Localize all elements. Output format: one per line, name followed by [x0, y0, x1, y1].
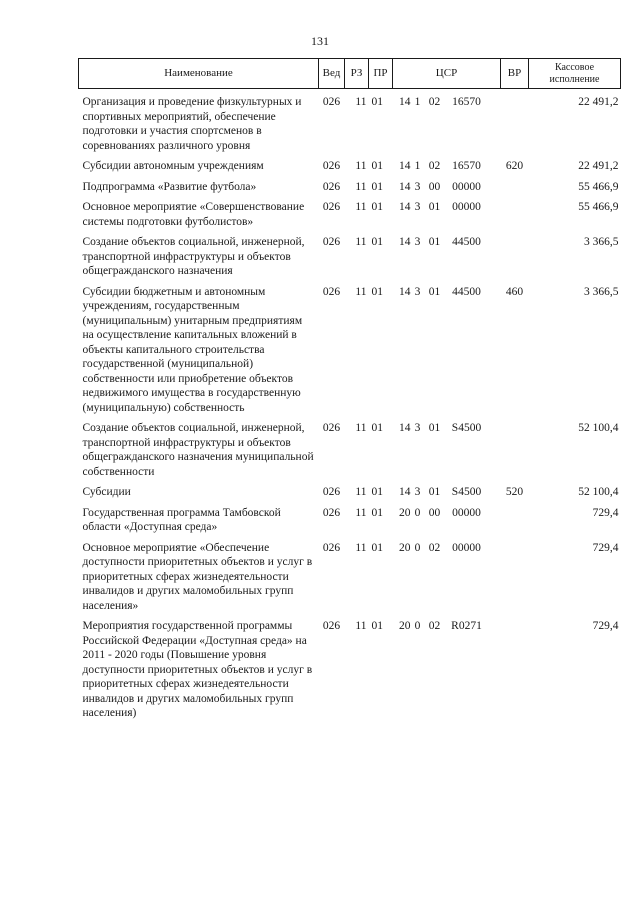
row-csr-direction: 44500	[452, 285, 481, 298]
row-ved: 026	[322, 541, 341, 554]
row-rz: 11	[355, 422, 367, 434]
row-csr-direction: 00000	[452, 506, 481, 519]
row-csr-subprogram: 3	[414, 180, 421, 193]
row-csr-direction: 00000	[452, 541, 481, 554]
row-pr: 01	[371, 160, 383, 172]
row-csr-direction: S4500	[451, 422, 482, 434]
header-ved: Вед	[319, 59, 345, 89]
row-csr-program: 14	[399, 236, 411, 248]
row-csr-program: 14	[399, 422, 411, 434]
row-rz: 11	[355, 236, 367, 248]
row-csr-program: 14	[399, 96, 411, 108]
header-exec: Кассовое исполнение	[529, 59, 621, 89]
row-pr: 01	[371, 201, 383, 213]
table-header-row	[79, 59, 621, 89]
table-row	[79, 500, 621, 535]
table-row	[79, 535, 621, 614]
row-amount: 3 366,5	[584, 285, 619, 298]
row-ved: 026	[322, 201, 341, 213]
budget-table	[78, 58, 621, 721]
row-pr: 01	[371, 620, 383, 632]
row-csr-subprogram: 0	[414, 620, 421, 632]
row-amount: 729,4	[592, 620, 619, 632]
row-rz: 11	[355, 160, 367, 172]
row-rz: 11	[355, 486, 367, 498]
row-csr-direction: S4500	[451, 486, 482, 498]
row-ved: 026	[322, 422, 341, 434]
row-rz-pr	[345, 194, 393, 229]
header-name: Наименование	[79, 59, 319, 89]
row-csr-subprogram: 3	[414, 422, 421, 434]
row-csr-program: 14	[399, 160, 411, 172]
row-csr-direction: 16570	[452, 96, 481, 108]
row-csr-subprogram: 3	[414, 236, 421, 248]
row-ved: 026	[322, 285, 341, 298]
row-vr	[501, 415, 529, 479]
row-csr-event: 01	[428, 201, 441, 213]
row-rz: 11	[355, 620, 367, 632]
row-vr: 620	[505, 160, 524, 172]
row-csr	[393, 153, 501, 174]
row-pr: 01	[371, 180, 383, 193]
row-csr-direction: 44500	[452, 236, 481, 248]
table-row	[79, 279, 621, 416]
row-csr-subprogram: 3	[414, 285, 421, 298]
row-rz-pr	[345, 89, 393, 154]
row-rz: 11	[355, 180, 367, 193]
row-csr-subprogram: 3	[414, 486, 421, 498]
row-csr-program: 14	[399, 285, 411, 298]
row-name: Государственная программа Тамбовской области «Доступная среда»	[82, 506, 281, 533]
row-csr-program: 14	[399, 180, 411, 193]
row-ved: 026	[322, 620, 341, 632]
header-rz: РЗ	[345, 59, 369, 89]
row-csr-program: 14	[399, 486, 411, 498]
row-name: Создание объектов социальной, инженерной, транспортной инфраструктуры и объектов общегражданского назначения	[82, 236, 305, 277]
row-pr: 01	[371, 96, 383, 108]
row-rz: 11	[355, 541, 367, 554]
row-csr-direction: R0271	[451, 620, 482, 632]
row-amount: 52 100,4	[578, 422, 619, 434]
row-rz-pr	[345, 535, 393, 614]
row-csr-program: 14	[399, 201, 411, 213]
row-amount: 3 366,5	[584, 236, 619, 248]
row-csr-subprogram: 3	[414, 201, 421, 213]
table-row	[79, 479, 621, 500]
row-rz-pr	[345, 479, 393, 500]
row-csr	[393, 613, 501, 721]
row-rz-pr	[345, 279, 393, 416]
row-name: Организация и проведение физкультурных и спортивных мероприятий, обеспечение подготовки и участия спортсменов в соревнованиях различного уровня	[82, 96, 302, 152]
row-csr-event: 02	[428, 620, 441, 632]
row-amount: 52 100,4	[578, 486, 619, 498]
row-csr	[393, 229, 501, 279]
row-amount: 55 466,9	[578, 180, 619, 193]
row-csr	[393, 479, 501, 500]
row-rz-pr	[345, 153, 393, 174]
row-amount: 22 491,2	[578, 160, 619, 172]
row-pr: 01	[371, 236, 383, 248]
row-amount: 729,4	[592, 541, 619, 554]
table-row	[79, 194, 621, 229]
page-number: 131	[311, 34, 329, 48]
row-csr-direction: 00000	[452, 201, 481, 213]
row-csr	[393, 500, 501, 535]
row-ved: 026	[322, 506, 341, 519]
row-csr-subprogram: 1	[414, 96, 421, 108]
header-vr: ВР	[501, 59, 529, 89]
row-csr-program: 20	[399, 506, 411, 519]
row-csr-event: 01	[428, 422, 441, 434]
row-csr	[393, 415, 501, 479]
row-csr-event: 00	[428, 506, 441, 519]
row-pr: 01	[371, 486, 383, 498]
row-vr	[501, 174, 529, 195]
row-name: Основное мероприятие «Обеспечение доступности приоритетных объектов и услуг в приоритетных сферах жизнедеятельности инвалидов и других маломобильных групп населения»	[82, 541, 313, 612]
row-rz: 11	[355, 285, 367, 298]
table-row	[79, 89, 621, 154]
row-csr-event: 02	[428, 541, 441, 554]
header-csr: ЦСР	[393, 59, 501, 89]
row-vr	[501, 535, 529, 614]
row-name: Подпрограмма «Развитие футбола»	[82, 180, 257, 193]
row-vr	[501, 613, 529, 721]
row-csr-event: 01	[428, 285, 441, 298]
budget-table-container	[78, 58, 620, 721]
row-csr-program: 20	[399, 541, 411, 554]
row-name: Субсидии автономным учреждениям	[82, 160, 264, 172]
row-pr: 01	[371, 422, 383, 434]
row-csr-event: 01	[428, 486, 441, 498]
row-csr-direction: 00000	[452, 180, 481, 193]
table-row	[79, 613, 621, 721]
row-pr: 01	[371, 541, 383, 554]
row-rz: 11	[355, 201, 367, 213]
row-ved: 026	[322, 96, 341, 108]
row-csr	[393, 279, 501, 416]
row-name: Субсидии бюджетным и автономным учреждениям, государственным (муниципальным) унитарным предприятиям на осуществление капитальных вложений в объекты капитального строительства государственной (муниципальной) собственности или приобретение объектов недвижимого имущества в государственную (муниципальную) собственность	[82, 285, 303, 414]
row-pr: 01	[371, 285, 383, 298]
row-rz: 11	[355, 96, 367, 108]
row-ved: 026	[322, 160, 341, 172]
row-csr-subprogram: 0	[414, 541, 421, 554]
row-rz-pr	[345, 500, 393, 535]
row-csr	[393, 89, 501, 154]
row-csr	[393, 194, 501, 229]
row-amount: 55 466,9	[578, 201, 619, 213]
row-rz-pr	[345, 415, 393, 479]
row-name: Основное мероприятие «Совершенствование системы подготовки футболистов»	[82, 201, 305, 228]
row-vr	[501, 194, 529, 229]
row-csr	[393, 174, 501, 195]
row-vr: 520	[505, 486, 524, 498]
row-ved: 026	[322, 236, 341, 248]
row-csr-program: 20	[399, 620, 411, 632]
row-csr-event: 02	[428, 160, 441, 172]
row-rz-pr	[345, 613, 393, 721]
row-csr-event: 00	[428, 180, 441, 193]
row-csr-subprogram: 0	[414, 506, 421, 519]
row-pr: 01	[371, 506, 383, 519]
row-vr	[501, 500, 529, 535]
row-vr	[501, 229, 529, 279]
row-csr-direction: 16570	[452, 160, 481, 172]
row-csr-event: 02	[428, 96, 441, 108]
table-row	[79, 415, 621, 479]
row-amount: 22 491,2	[578, 96, 619, 108]
row-rz-pr	[345, 174, 393, 195]
row-ved: 026	[322, 486, 341, 498]
row-name: Субсидии	[82, 486, 131, 498]
row-csr	[393, 535, 501, 614]
header-pr: ПР	[369, 59, 393, 89]
row-ved: 026	[322, 180, 341, 193]
table-row	[79, 153, 621, 174]
row-name: Создание объектов социальной, инженерной, транспортной инфраструктуры и объектов общегражданского назначения муниципальной собственности	[82, 422, 314, 478]
row-name: Мероприятия государственной программы Российской Федерации «Доступная среда» на 2011 - 2020 годы (Повышение уровня доступности приоритетных объектов и услуг в приоритетных сферах жизнедеятельности инвалидов и других маломобильных групп населения)	[82, 620, 313, 719]
table-row	[79, 174, 621, 195]
row-amount: 729,4	[592, 506, 619, 519]
table-row	[79, 229, 621, 279]
row-vr	[501, 89, 529, 154]
row-csr-subprogram: 1	[414, 160, 421, 172]
row-vr: 460	[505, 285, 524, 298]
row-rz: 11	[355, 506, 367, 519]
row-csr-event: 01	[428, 236, 441, 248]
row-rz-pr	[345, 229, 393, 279]
